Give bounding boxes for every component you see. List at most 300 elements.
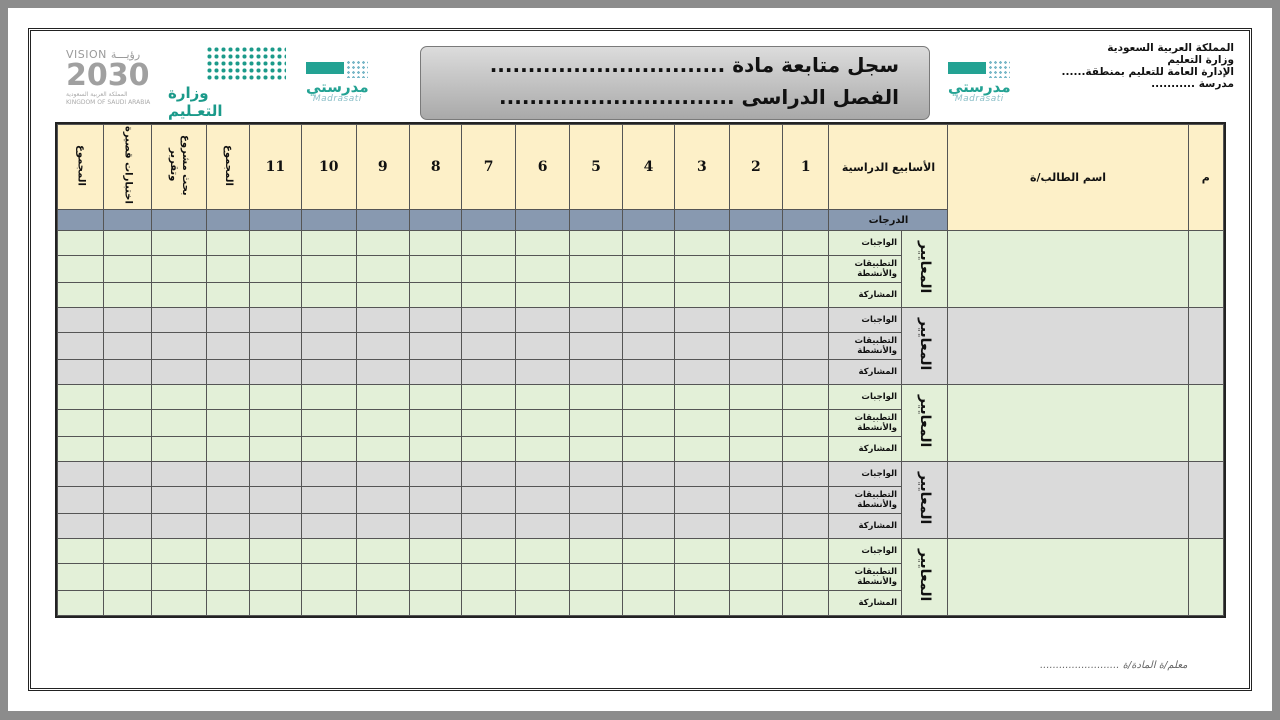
criteria-group-label [902,308,948,385]
grade-cell[interactable] [622,437,674,462]
grade-cell[interactable] [249,539,301,564]
grade-cell[interactable] [151,308,206,333]
grade-cell[interactable] [104,231,151,256]
grade-cell[interactable] [462,564,515,591]
grade-cell[interactable] [783,487,829,514]
grade-cell[interactable] [570,333,622,360]
grade-cell[interactable] [462,591,515,616]
grade-cell[interactable] [729,410,782,437]
student-5-criterion-row [58,539,1224,564]
grade-cell[interactable] [783,360,829,385]
grade-cell[interactable] [783,410,829,437]
grade-cell[interactable] [302,231,356,256]
header-index: م [1188,125,1223,231]
criterion-label: الواجبات [829,308,902,333]
grade-cell[interactable] [58,283,104,308]
grade-cell[interactable] [207,487,249,514]
grade-cell[interactable] [515,283,569,308]
grade-cell[interactable] [151,539,206,564]
grade-cell[interactable] [302,462,356,487]
grade-cell[interactable] [675,231,729,256]
grade-cell[interactable] [783,231,829,256]
grade-cell[interactable] [104,539,151,564]
grade-cell[interactable] [783,514,829,539]
grade-cell[interactable] [104,410,151,437]
grade-cell[interactable] [462,333,515,360]
criteria-group-label [902,539,948,616]
header-total-1: المجموع [222,144,234,186]
student-name-cell[interactable] [948,539,1188,616]
grade-cell[interactable] [409,487,461,514]
grade-cell[interactable] [462,231,515,256]
grade-cell[interactable] [58,308,104,333]
header-week-8: 8 [409,125,461,210]
grade-cell[interactable] [356,462,409,487]
grade-cell[interactable] [207,437,249,462]
criterion-label: التطبيقات والأنشطة [829,333,902,360]
grade-cell[interactable] [207,564,249,591]
grade-cell[interactable] [302,514,356,539]
grade-cell[interactable] [515,385,569,410]
grade-cell[interactable] [409,410,461,437]
grades-table [55,122,1226,618]
header-week-10: 10 [302,125,356,210]
grade-cell[interactable] [58,385,104,410]
grade-cell[interactable] [356,385,409,410]
grade-cell[interactable] [675,256,729,283]
grade-cell[interactable] [151,385,206,410]
grade-cell[interactable] [729,591,782,616]
grade-cell[interactable] [675,385,729,410]
grade-cell[interactable] [622,514,674,539]
grade-cell[interactable] [515,539,569,564]
student-index-cell[interactable] [1188,385,1223,462]
grade-cell[interactable] [783,385,829,410]
grade-cell[interactable] [729,333,782,360]
grade-cell[interactable] [462,256,515,283]
grade-cell[interactable] [249,437,301,462]
criteria-group-text: المعايير [916,317,933,371]
criteria-group-text: المعايير [916,548,933,602]
header-week-1: 1 [783,125,829,210]
grade-cell[interactable] [783,539,829,564]
grade-cell[interactable] [622,333,674,360]
grade-cell[interactable] [104,385,151,410]
grade-cell[interactable] [622,231,674,256]
student-rows [58,231,1224,616]
grades-grid [57,124,1224,616]
grade-cell[interactable] [58,231,104,256]
grade-cell[interactable] [207,333,249,360]
grade-cell[interactable] [356,256,409,283]
grade-cell[interactable] [58,487,104,514]
grade-cell[interactable] [207,591,249,616]
grade-cell[interactable] [729,231,782,256]
grade-cell[interactable] [675,308,729,333]
grade-cell[interactable] [249,591,301,616]
grade-cell[interactable] [783,437,829,462]
header-week-9: 9 [356,125,409,210]
grade-cell[interactable] [302,487,356,514]
header-week-5: 5 [570,125,622,210]
criterion-label: المشاركة [829,283,902,308]
grade-cell[interactable] [58,410,104,437]
grade-cell[interactable] [622,308,674,333]
header-short-tests: اختبارات قصيرة [122,126,134,204]
grade-cell[interactable] [151,591,206,616]
student-name-cell[interactable] [948,462,1188,539]
criterion-label: الواجبات [829,462,902,487]
header-week-2: 2 [729,125,782,210]
student-index-cell[interactable] [1188,539,1223,616]
grade-cell[interactable] [409,231,461,256]
grade-cell[interactable] [675,564,729,591]
grade-cell[interactable] [58,462,104,487]
grade-cell[interactable] [104,308,151,333]
grade-cell[interactable] [58,591,104,616]
grade-cell[interactable] [356,564,409,591]
grade-cell[interactable] [302,385,356,410]
grade-cell[interactable] [151,360,206,385]
student-2-criterion-row [58,308,1224,333]
student-index-cell[interactable] [1188,462,1223,539]
title-box [420,46,930,120]
grade-cell[interactable] [207,231,249,256]
grade-cell[interactable] [151,514,206,539]
header-student-name: اسم الطالب/ة [948,125,1188,231]
grade-cell[interactable] [58,564,104,591]
grade-cell[interactable] [356,360,409,385]
grade-cell[interactable] [783,564,829,591]
grade-cell[interactable] [104,256,151,283]
grade-cell[interactable] [302,360,356,385]
grade-cell[interactable] [249,487,301,514]
grade-cell[interactable] [104,514,151,539]
subject-title: سجل متابعة مادة ............................... [489,53,899,77]
grade-cell[interactable] [151,487,206,514]
grade-cell[interactable] [409,462,461,487]
grade-cell[interactable] [570,437,622,462]
grade-cell[interactable] [622,385,674,410]
grade-cell[interactable] [675,514,729,539]
grade-cell[interactable] [570,564,622,591]
grade-cell[interactable] [58,437,104,462]
grade-cell[interactable] [783,256,829,283]
student-3-criterion-row [58,385,1224,410]
grade-cell[interactable] [570,487,622,514]
grade-cell[interactable] [570,591,622,616]
grade-cell[interactable] [729,487,782,514]
header-week-11: 11 [249,125,301,210]
criterion-label: الواجبات [829,231,902,256]
grade-cell[interactable] [249,283,301,308]
madrasati-logo-right: مدرستي Madrasati [948,58,1011,104]
grade-cell[interactable] [104,591,151,616]
grade-cell[interactable] [151,283,206,308]
grade-cell[interactable] [207,385,249,410]
grade-cell[interactable] [302,539,356,564]
grade-cell[interactable] [462,385,515,410]
header-ministry-text [1034,42,1234,90]
grade-cell[interactable] [356,231,409,256]
grade-cell[interactable] [104,283,151,308]
grade-cell[interactable] [462,437,515,462]
vision-2030-logo: VISION رؤيـــة 2030 المملكة العربية السعودية KINGDOM OF SAUDI ARABIA [66,48,151,106]
grade-cell[interactable] [207,360,249,385]
grade-cell[interactable] [58,539,104,564]
grade-cell[interactable] [622,462,674,487]
grade-cell[interactable] [104,564,151,591]
grade-cell[interactable] [249,514,301,539]
student-4-criterion-row [58,462,1224,487]
grade-cell[interactable] [207,410,249,437]
grade-cell[interactable] [356,283,409,308]
criteria-group-label [902,231,948,308]
grade-cell[interactable] [622,283,674,308]
grade-cell[interactable] [302,308,356,333]
grade-cell[interactable] [409,437,461,462]
grades-band-label: الدرجات [829,210,948,231]
grade-cell[interactable] [409,514,461,539]
grade-cell[interactable] [151,256,206,283]
grade-cell[interactable] [302,410,356,437]
grade-cell[interactable] [675,462,729,487]
criteria-group-text: المعايير [916,240,933,294]
grade-cell[interactable] [515,462,569,487]
grade-cell[interactable] [622,591,674,616]
grade-cell[interactable] [249,410,301,437]
grade-cell[interactable] [570,283,622,308]
grade-cell[interactable] [151,231,206,256]
criterion-label: التطبيقات والأنشطة [829,410,902,437]
grade-cell[interactable] [515,231,569,256]
grade-cell[interactable] [729,437,782,462]
grade-cell[interactable] [515,410,569,437]
criterion-label: المشاركة [829,514,902,539]
grade-cell[interactable] [302,256,356,283]
grade-cell[interactable] [462,514,515,539]
grade-cell[interactable] [249,231,301,256]
ministry-line: وزارة التعليم [1167,54,1234,66]
grade-cell[interactable] [302,437,356,462]
student-name-cell[interactable] [948,308,1188,385]
grade-cell[interactable] [675,360,729,385]
grade-cell[interactable] [409,333,461,360]
grade-cell[interactable] [622,487,674,514]
grade-cell[interactable] [515,308,569,333]
grade-cell[interactable] [462,539,515,564]
grade-cell[interactable] [249,385,301,410]
grade-cell[interactable] [729,360,782,385]
grade-cell[interactable] [622,539,674,564]
grade-cell[interactable] [729,462,782,487]
grade-cell[interactable] [622,256,674,283]
grade-cell[interactable] [515,256,569,283]
grade-cell[interactable] [515,564,569,591]
criterion-label: الواجبات [829,539,902,564]
grade-cell[interactable] [675,487,729,514]
grade-cell[interactable] [783,283,829,308]
grade-cell[interactable] [570,231,622,256]
criterion-label: التطبيقات والأنشطة [829,487,902,514]
grade-cell[interactable] [515,487,569,514]
student-name-cell[interactable] [948,231,1188,308]
header-row [58,125,1224,210]
grade-cell[interactable] [207,256,249,283]
grade-cell[interactable] [58,360,104,385]
grade-cell[interactable] [356,487,409,514]
grade-cell[interactable] [356,591,409,616]
semester-title: الفصل الدراسى ............................... [499,85,899,109]
grade-cell[interactable] [675,539,729,564]
grade-cell[interactable] [104,437,151,462]
grade-cell[interactable] [462,410,515,437]
grade-cell[interactable] [249,333,301,360]
grade-cell[interactable] [729,514,782,539]
grade-cell[interactable] [515,437,569,462]
student-name-cell[interactable] [948,385,1188,462]
grade-cell[interactable] [151,410,206,437]
grade-cell[interactable] [729,256,782,283]
grade-cell[interactable] [409,564,461,591]
grade-cell[interactable] [462,308,515,333]
criteria-group-label [902,385,948,462]
grade-cell[interactable] [783,591,829,616]
grade-cell[interactable] [207,308,249,333]
grade-cell[interactable] [462,360,515,385]
criterion-label: التطبيقات والأنشطة [829,564,902,591]
criteria-group-label [902,462,948,539]
grade-cell[interactable] [675,591,729,616]
grade-cell[interactable] [570,539,622,564]
criterion-label: المشاركة [829,360,902,385]
grade-cell[interactable] [462,283,515,308]
grade-cell[interactable] [729,308,782,333]
grade-cell[interactable] [515,591,569,616]
grade-cell[interactable] [302,283,356,308]
grade-cell[interactable] [104,333,151,360]
grade-cell[interactable] [249,564,301,591]
grade-cell[interactable] [356,539,409,564]
grade-cell[interactable] [409,308,461,333]
grade-cell[interactable] [249,360,301,385]
grade-cell[interactable] [515,333,569,360]
student-index-cell[interactable] [1188,231,1223,308]
grade-cell[interactable] [207,539,249,564]
grade-cell[interactable] [409,385,461,410]
grade-cell[interactable] [58,514,104,539]
grade-cell[interactable] [622,410,674,437]
header-week-7: 7 [462,125,515,210]
criteria-group-text: المعايير [916,471,933,525]
grade-cell[interactable] [729,539,782,564]
grade-cell[interactable] [675,333,729,360]
header-project: بحث مشروع وتقرير [168,134,192,196]
grade-cell[interactable] [515,360,569,385]
grade-cell[interactable] [570,410,622,437]
criteria-group-text: المعايير [916,394,933,448]
grade-cell[interactable] [302,564,356,591]
grade-cell[interactable] [151,564,206,591]
grade-cell[interactable] [675,437,729,462]
grade-cell[interactable] [783,333,829,360]
header-week-6: 6 [515,125,569,210]
grade-cell[interactable] [729,283,782,308]
grade-cell[interactable] [356,437,409,462]
grade-cell[interactable] [356,333,409,360]
header-week-4: 4 [622,125,674,210]
madrasati-logo-left: مدرستي Madrasati [306,58,369,104]
madrasati-icon [306,58,368,80]
grade-cell[interactable] [622,564,674,591]
grade-cell[interactable] [570,385,622,410]
grade-cell[interactable] [104,462,151,487]
grade-cell[interactable] [570,514,622,539]
grade-cell[interactable] [783,308,829,333]
student-index-cell[interactable] [1188,308,1223,385]
ministry-of-education-logo: وزارة التعـليم [168,46,268,131]
grade-cell[interactable] [729,564,782,591]
grade-cell[interactable] [515,514,569,539]
grade-cell[interactable] [409,360,461,385]
grade-cell[interactable] [462,487,515,514]
grade-cell[interactable] [675,283,729,308]
grade-cell[interactable] [151,462,206,487]
grade-cell[interactable] [570,360,622,385]
grade-cell[interactable] [409,283,461,308]
grade-cell[interactable] [249,462,301,487]
grade-cell[interactable] [207,514,249,539]
grade-cell[interactable] [302,591,356,616]
grade-cell[interactable] [409,256,461,283]
grade-cell[interactable] [58,256,104,283]
grade-cell[interactable] [104,360,151,385]
grade-cell[interactable] [151,333,206,360]
school-line: مدرسة ........... [1151,78,1234,90]
grade-cell[interactable] [570,462,622,487]
grade-cell[interactable] [409,539,461,564]
header-week-3: 3 [675,125,729,210]
grade-cell[interactable] [570,256,622,283]
grade-cell[interactable] [675,410,729,437]
grade-cell[interactable] [58,333,104,360]
grade-cell[interactable] [104,487,151,514]
criterion-label: الواجبات [829,385,902,410]
grade-cell[interactable] [783,462,829,487]
grade-cell[interactable] [570,308,622,333]
grade-cell[interactable] [356,308,409,333]
grade-cell[interactable] [249,308,301,333]
header-weeks: الأسابيع الدراسية [829,125,948,210]
grade-cell[interactable] [207,462,249,487]
header-total-2: المجموع [75,144,87,186]
country-line: المملكة العربية السعودية [1107,42,1234,54]
grade-cell[interactable] [622,360,674,385]
grade-cell[interactable] [302,333,356,360]
grade-cell[interactable] [356,514,409,539]
grade-cell[interactable] [356,410,409,437]
student-1-criterion-row [58,231,1224,256]
grade-cell[interactable] [151,437,206,462]
grade-cell[interactable] [249,256,301,283]
grade-cell[interactable] [729,385,782,410]
grade-cell[interactable] [409,591,461,616]
moe-dots-icon [206,46,286,80]
madrasati-icon [948,58,1010,80]
grade-cell[interactable] [462,462,515,487]
criterion-label: التطبيقات والأنشطة [829,256,902,283]
grade-cell[interactable] [207,283,249,308]
